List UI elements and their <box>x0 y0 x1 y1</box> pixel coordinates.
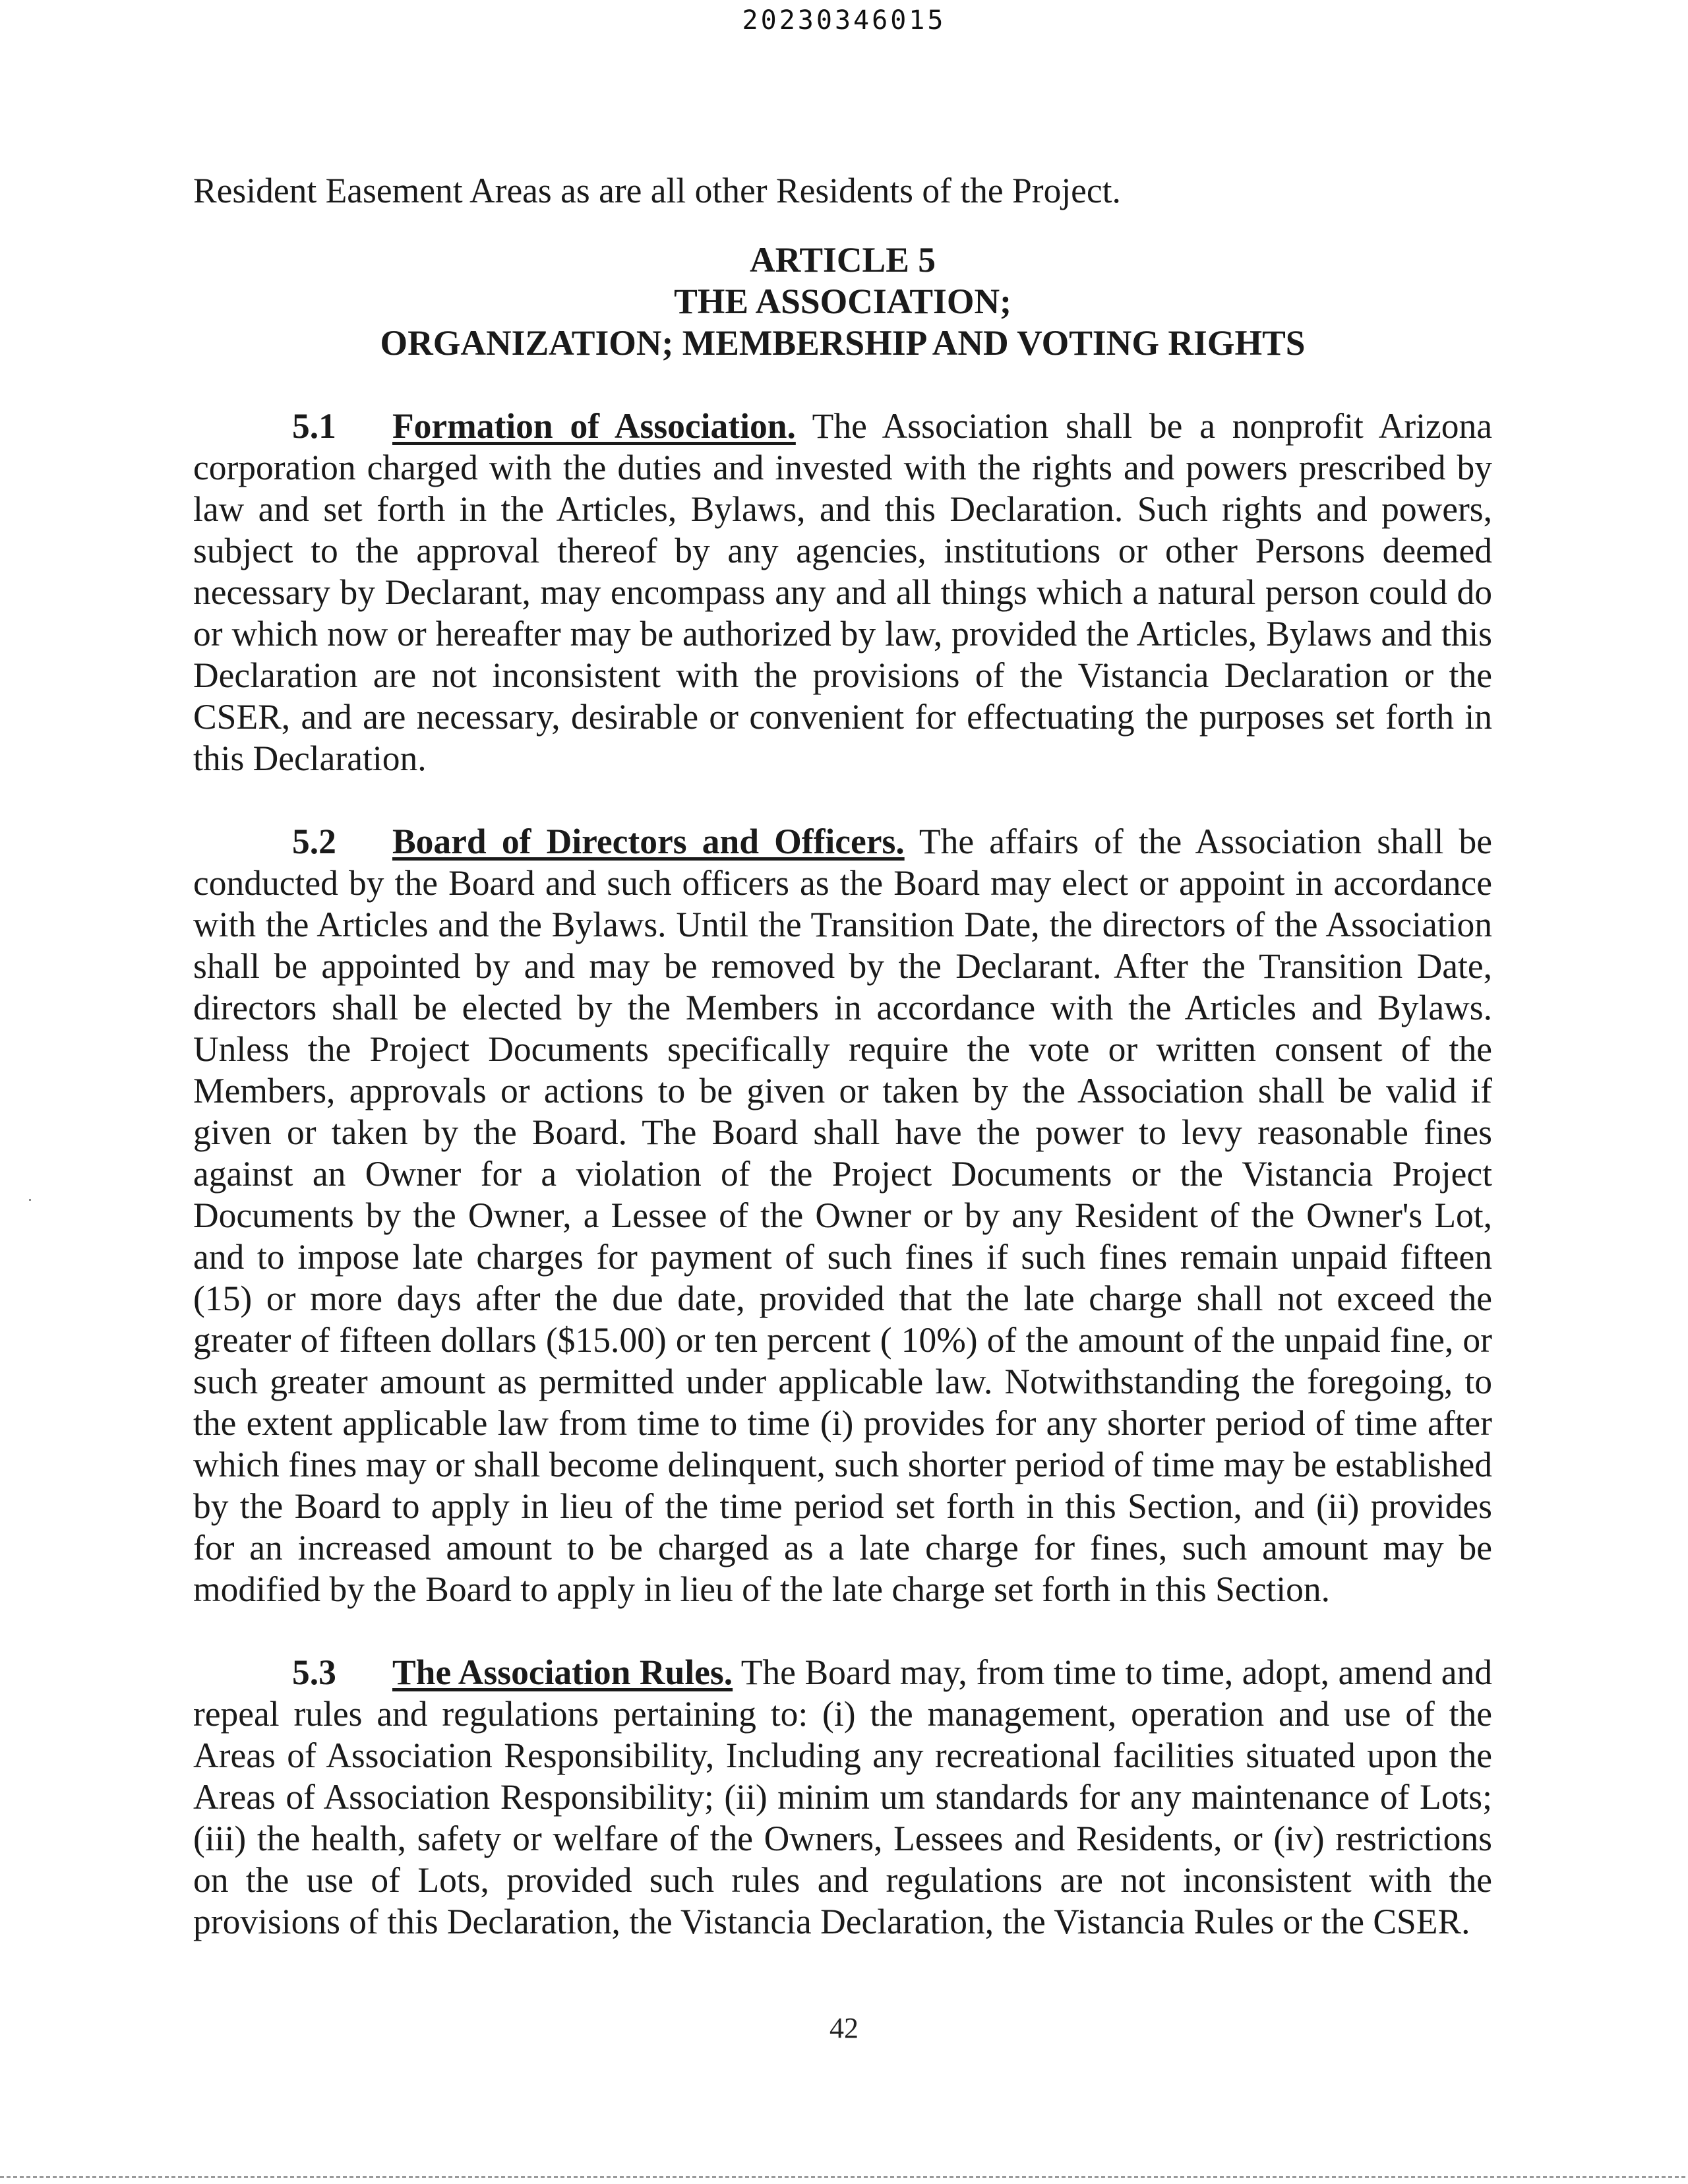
section-number: 5.1 <box>292 406 336 446</box>
article-heading <box>193 239 1492 364</box>
section-title: Board of Directors and Officers. <box>392 822 905 861</box>
continuation-line: Resident Easement Areas as are all other Residents of the Project. <box>193 171 1121 210</box>
section-5-3 <box>193 1652 1492 1943</box>
section-body: The Association shall be a nonprofit Arizona corporation charged with the duties and invested with the rights and powers prescribed by law and set forth in the Articles, Bylaws, and this Declaration. Such rights and powers, subject to the approval thereof by any agencies, institutions or other Persons deemed necessary by Declarant, may encompass any and all things which a natural person could do or which now or hereafter may be authorized by law, provided the Articles, Bylaws and this Declaration are not inconsistent with the provisions of the Vistancia Declaration or the CSER, and are necessary, desirable or convenient for effectuating the purposes set forth in this Declaration. <box>193 406 1492 778</box>
scan-artifact <box>29 1199 31 1201</box>
article-subtitle: ORGANIZATION; MEMBERSHIP AND VOTING RIGHTS <box>380 323 1306 363</box>
section-title: The Association Rules. <box>392 1653 733 1692</box>
document-body <box>193 170 1492 1943</box>
section-title: Formation of Association. <box>392 406 796 446</box>
section-5-2 <box>193 821 1492 1610</box>
section-body: The Board may, from time to time, adopt, amend and repeal rules and regulations pertaining to: (i) the management, operation and use of the Areas of Association Responsibility, Including any recreational facilities situated upon the Areas of Association Responsibility; (ii) minim um standards for any maintenance of Lots; (iii) the health, safety or welfare of the Owners, Lessees and Residents, or (iv) restrictions on the use of Lots, provided such rules and regulations are not inconsistent with the provisions of this Declaration, the Vistancia Declaration, the Vistancia Rules or the CSER. <box>193 1653 1493 1941</box>
section-5-1 <box>193 406 1492 779</box>
scan-edge-rule <box>0 2176 1688 2178</box>
article-number: ARTICLE 5 <box>749 240 936 280</box>
article-title: THE ASSOCIATION; <box>674 282 1011 321</box>
section-number: 5.2 <box>292 822 336 861</box>
section-number: 5.3 <box>292 1653 336 1692</box>
section-body: The affairs of the Association shall be conducted by the Board and such officers as the Board may elect or appoint in accordance with the Articles and the Bylaws. Until the Transition Date, the directors of the Association shall be appointed by and may be removed by the Declarant. After the Transition Date, directors shall be elected by the Members in accordance with the Articles and Bylaws. Unless the Project Documents specifically require the vote or written consent of the Members, approvals or actions to be given or taken by the Association shall be valid if given or taken by the Board. The Board shall have the power to levy reasonable fines against an Owner for a violation of the Project Documents or the Vistancia Project Documents by the Owner, a Lessee of the Owner or by any Resident of the Owner's Lot, and to impose late charges for payment of such fines if such fines remain unpaid fifteen (15) or more days after the due date, provided that the late charge shall not exceed the greater of fifteen dollars ($15.00) or ten percent ( 10%) of the amount of the unpaid fine, or such greater amount as permitted under applicable law. Notwithstanding the foregoing, to the extent applicable law from time to time (i) provides for any shorter period of time after which fines may or shall become delinquent, such shorter period of time may be established by the Board to apply in lieu of the time period set forth in this Section, and (ii) provides for an increased amount to be charged as a late charge for fines, such amount may be modified by the Board to apply in lieu of the late charge set forth in this Section. <box>193 822 1492 1609</box>
recording-number: 20230346015 <box>742 5 946 36</box>
page-number: 42 <box>829 2012 859 2044</box>
